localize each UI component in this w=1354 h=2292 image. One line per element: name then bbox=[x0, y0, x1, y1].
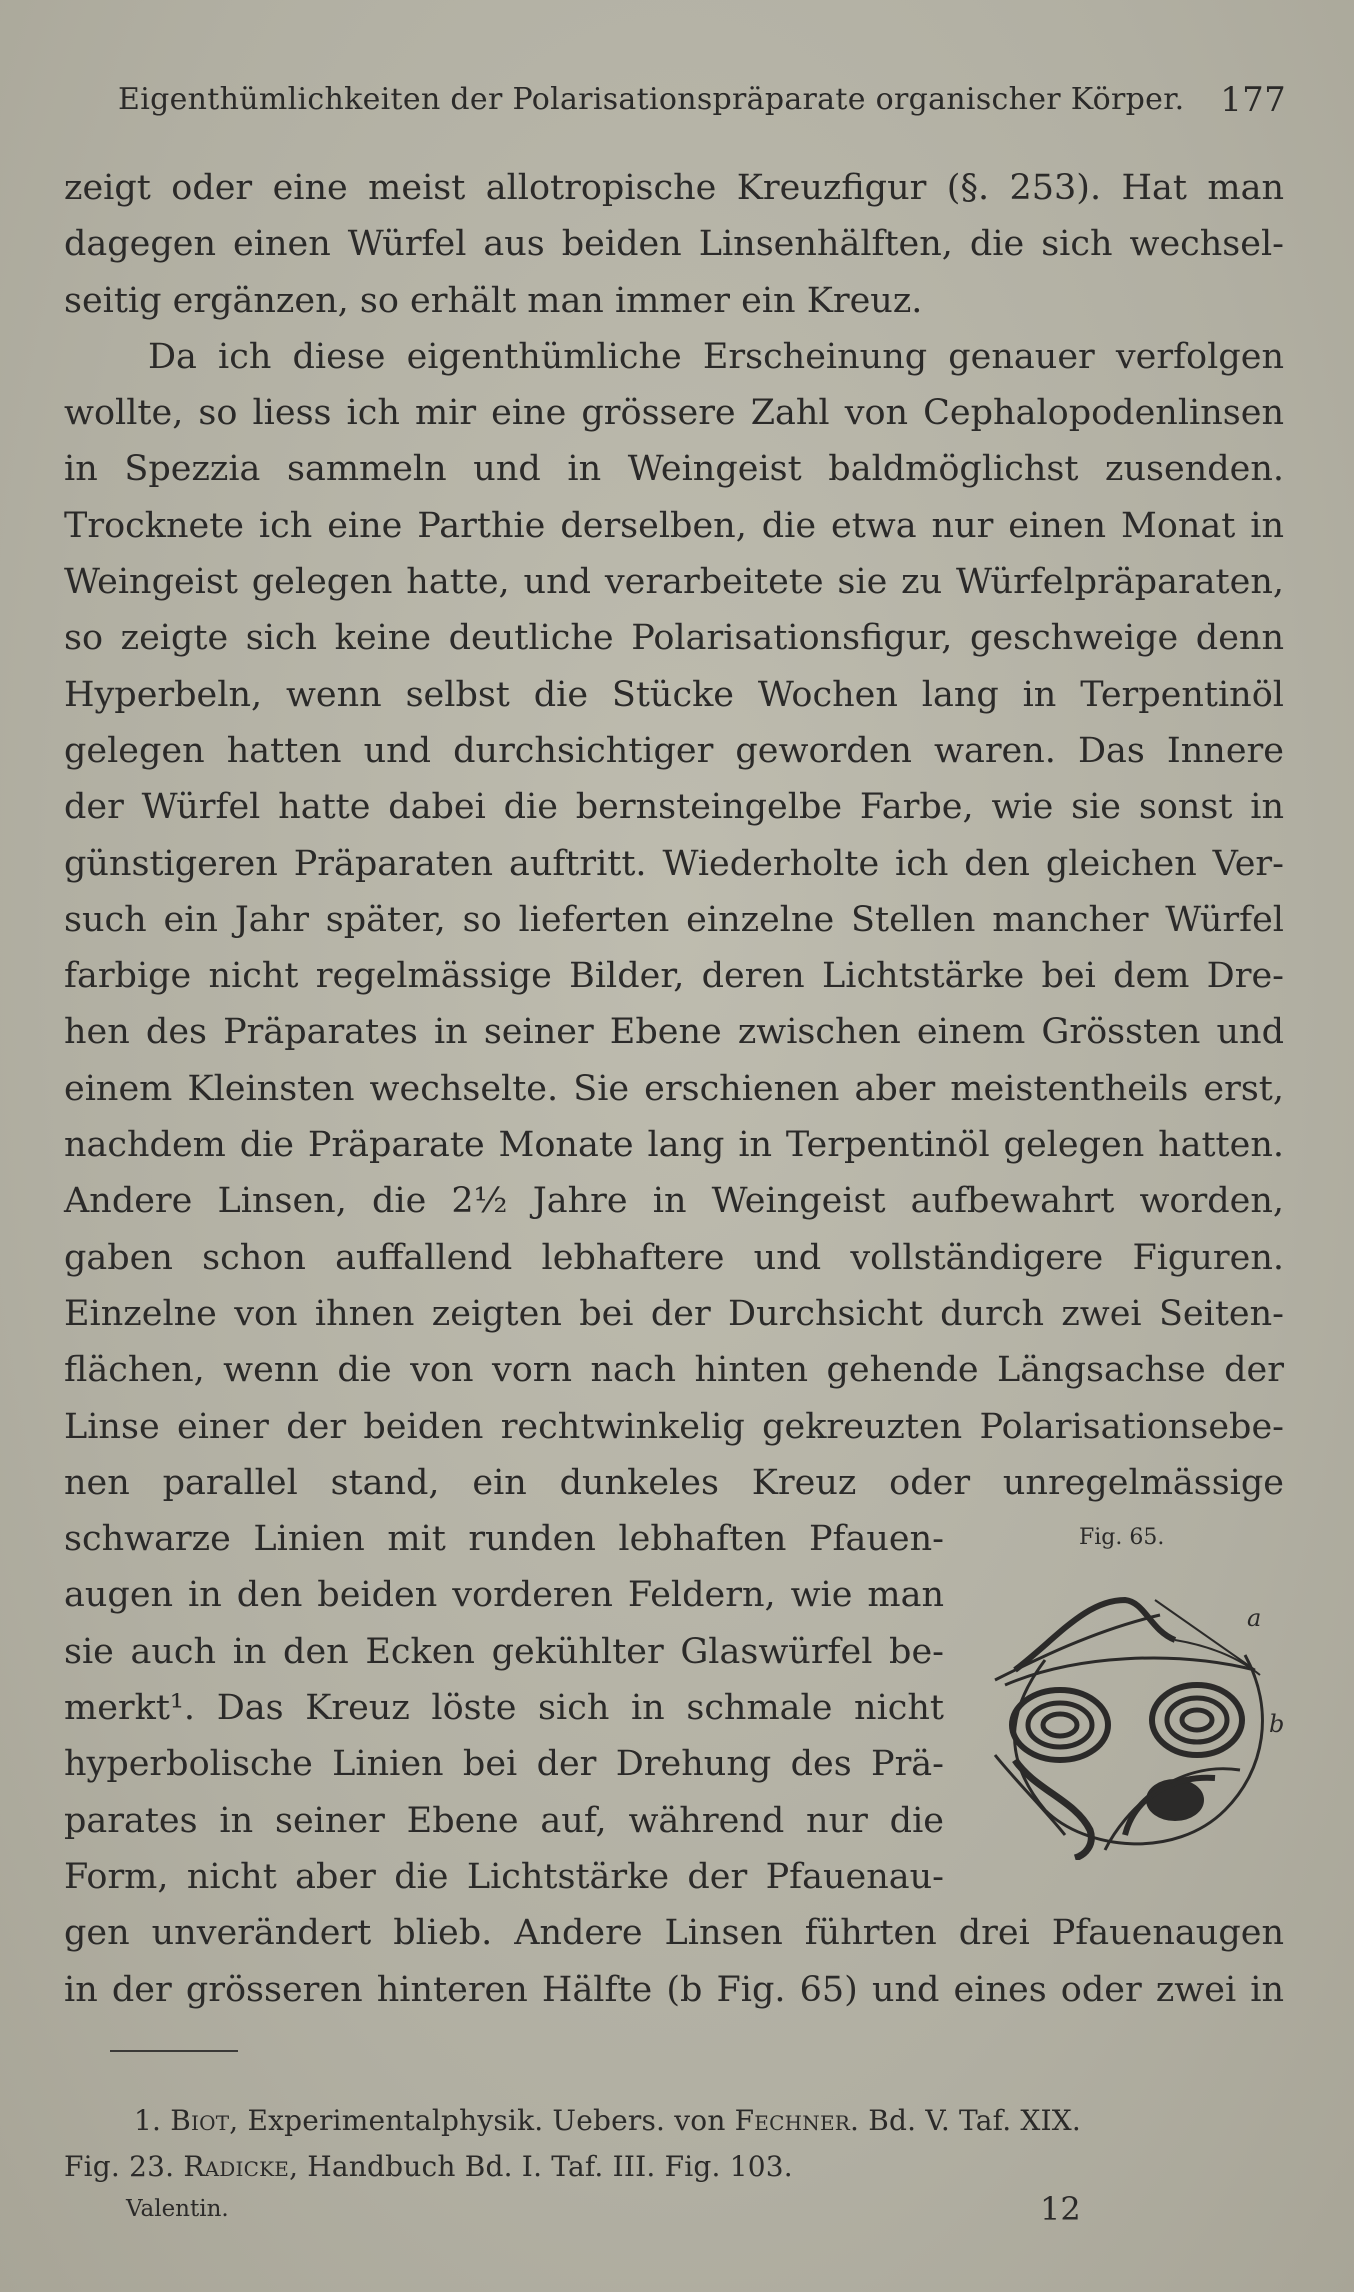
footnote-line bbox=[64, 2144, 1284, 2190]
text-line: gelegen hatten und durchsichtiger geworden waren. Das Innere bbox=[64, 730, 1284, 771]
text-line: merkt¹. Das Kreuz löste sich in schmale nicht bbox=[64, 1688, 944, 1729]
sheet-number: 12 bbox=[1040, 2190, 1081, 2228]
footnote-text: , Experimentalphysik. Uebers. von bbox=[229, 2104, 735, 2137]
text-line: Trocknete ich eine Parthie derselben, die etwa nur einen Monat in bbox=[64, 505, 1284, 546]
text-line: so zeigte sich keine deutliche Polarisationsfigur, geschweige denn bbox=[64, 618, 1284, 659]
text-line: Linse einer der beiden rechtwinkelig gekreuzten Polarisationsebe- bbox=[64, 1406, 1284, 1447]
text-line: farbige nicht regelmässige Bilder, deren Lichtstärke bei dem Dre- bbox=[64, 956, 1284, 997]
text-line: such ein Jahr später, so lieferten einzelne Stellen mancher Würfel bbox=[64, 899, 1284, 940]
figure-letter-b: b bbox=[1269, 1710, 1285, 1738]
printer-signature: Valentin. bbox=[126, 2196, 229, 2222]
footnote-author: Biot bbox=[170, 2104, 230, 2137]
text-line: augen in den beiden vorderen Feldern, wie man bbox=[64, 1575, 944, 1616]
text-line: zeigt oder eine meist allotropische Kreuzfigur (§. 253). Hat man bbox=[64, 168, 1284, 208]
footnote-text: . Bd. V. Taf. XIX. bbox=[850, 2104, 1082, 2137]
text-line: nen parallel stand, ein dunkeles Kreuz oder unregelmässige bbox=[64, 1462, 1284, 1503]
text-line: Einzelne von ihnen zeigten bei der Durchsicht durch zwei Seiten- bbox=[64, 1293, 1284, 1334]
text-line: gen unverändert blieb. Andere Linsen führten drei Pfauenaugen bbox=[64, 1913, 1284, 1954]
footnote-author: Radicke bbox=[183, 2150, 290, 2183]
footnote-separator bbox=[110, 2050, 238, 2052]
text-line: in der grösseren hinteren Hälfte (b Fig. 65) und eines oder zwei in bbox=[64, 1969, 1284, 2010]
footnote-author: Fechner bbox=[734, 2104, 851, 2137]
footnote-number: 1. bbox=[134, 2104, 162, 2137]
figure-letter-a: a bbox=[1247, 1604, 1262, 1632]
text-line: gaben schon auffallend lebhaftere und vollständigere Figuren. bbox=[64, 1237, 1284, 1278]
text-line: günstigeren Präparaten auftritt. Wiederholte ich den gleichen Ver- bbox=[64, 843, 1284, 884]
footnote-text: Fig. 23. bbox=[64, 2150, 184, 2183]
text-line: sie auch in den Ecken gekühlter Glaswürfel be- bbox=[64, 1631, 944, 1672]
text-line: Hyperbeln, wenn selbst die Stücke Wochen lang in Terpentinöl bbox=[64, 674, 1284, 715]
text-line: dagegen einen Würfel aus beiden Linsenhälften, die sich wechsel- bbox=[64, 224, 1284, 265]
footnote bbox=[64, 2098, 1284, 2190]
text-line: parates in seiner Ebene auf, während nur die bbox=[64, 1800, 944, 1841]
running-header bbox=[118, 82, 1286, 132]
page-number: 177 bbox=[1220, 80, 1286, 120]
text-line: hyperbolische Linien bei der Drehung des Prä- bbox=[64, 1744, 944, 1785]
running-title: Eigenthümlichkeiten der Polarisationspräparate organischer Körper. bbox=[118, 82, 1185, 117]
text-line: hen des Präparates in seiner Ebene zwischen einem Grössten und bbox=[64, 1012, 1284, 1053]
footnote-line bbox=[64, 2098, 1284, 2144]
text-line: in Spezzia sammeln und in Weingeist baldmöglichst zusenden. bbox=[64, 449, 1284, 490]
text-line: flächen, wenn die von vorn nach hinten gehende Längsachse der bbox=[64, 1350, 1284, 1391]
text-line: Weingeist gelegen hatte, und verarbeitete sie zu Würfelpräparaten, bbox=[64, 562, 1284, 603]
figure-label: Fig. 65. bbox=[1079, 1525, 1165, 1550]
text-line: Da ich diese eigenthümliche Erscheinung genauer verfolgen bbox=[148, 336, 1284, 377]
figure-65 bbox=[975, 1520, 1295, 1880]
text-line: schwarze Linien mit runden lebhaften Pfauen- bbox=[64, 1519, 944, 1560]
text-line: Form, nicht aber die Lichtstärke der Pfauenau- bbox=[64, 1856, 944, 1897]
text-line: nachdem die Präparate Monate lang in Terpentinöl gelegen hatten. bbox=[64, 1125, 1284, 1166]
text-line: wollte, so liess ich mir eine grössere Zahl von Cephalopodenlinsen bbox=[64, 393, 1284, 434]
text-line: einem Kleinsten wechselte. Sie erschienen aber meistentheils erst, bbox=[64, 1068, 1284, 1109]
text-line: der Würfel hatte dabei die bernsteingelbe Farbe, wie sie sonst in bbox=[64, 787, 1284, 828]
text-line: Andere Linsen, die 2½ Jahre in Weingeist aufbewahrt worden, bbox=[64, 1181, 1284, 1222]
text-line: seitig ergänzen, so erhält man immer ein Kreuz. bbox=[64, 280, 923, 321]
footnote-text: , Handbuch Bd. I. Taf. III. Fig. 103. bbox=[289, 2150, 793, 2183]
